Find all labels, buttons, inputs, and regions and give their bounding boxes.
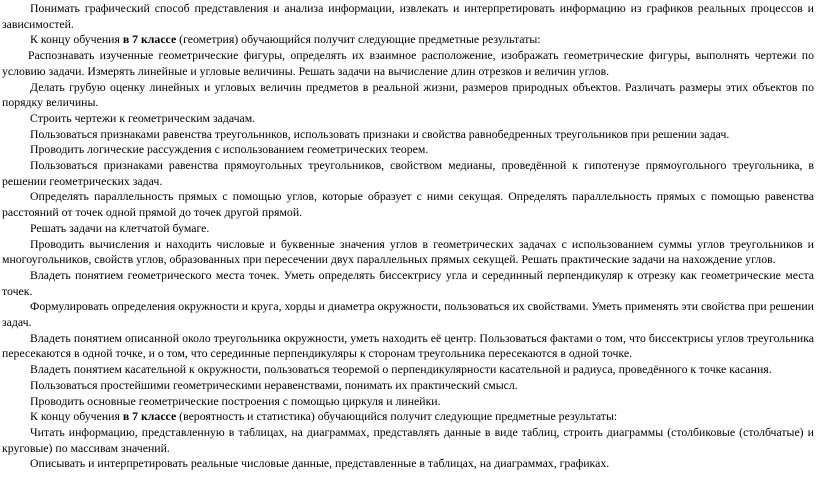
- paragraph: Владеть понятием описанной около треугольника окружности, уметь находить её центр. Пользоваться фактами о том, что биссектрисы углов треугольника пересекаются в одной точке, и о том, что серединные перпендикуляры к сторонам треугольника пересекаются в одной точке.: [2, 330, 814, 361]
- paragraph: Пользоваться признаками равенства прямоугольных треугольников, свойством медианы, проведённой к гипотенузе прямоугольного треугольника, в решении геометрических задач.: [2, 158, 814, 188]
- grade-emphasis: в 7 классе: [122, 32, 177, 47]
- paragraph: Распознавать изученные геометрические фигуры, определять их взаимное расположение, изображать геометрические фигуры, выполнять чертежи по условию задачи. Измерять линейные и угловые величины. Решать задачи на вычисление длин отрезков и величин углов.: [2, 48, 814, 78]
- paragraph: Строить чертежи к геометрическим задачам.: [30, 110, 256, 125]
- section-intro-probability: К концу обучения в 7 классе (вероятность и статистика) обучающийся получит следующие предметные результаты:: [30, 409, 618, 424]
- paragraph: Описывать и интерпретировать реальные числовые данные, представленные в таблицах, на диаграммах, графиках.: [30, 456, 610, 471]
- paragraph: Пользоваться признаками равенства треугольников, использовать признаки и свойства равнобедренных треугольников при решении задач.: [30, 126, 730, 141]
- paragraph: Владеть понятием геометрического места точек. Уметь определять биссектрису угла и серединный перпендикуляр к отрезку как геометрические места точек.: [2, 267, 814, 298]
- paragraph: Проводить вычисления и находить числовые и буквенные значения углов в геометрических задачах с использованием суммы углов треугольников и многоугольников, свойств углов, образованных при пересечении двух параллельных прямых секущей. Решать практические задачи на нахождение углов.: [2, 236, 814, 267]
- paragraph: Проводить основные геометрические построения с помощью циркуля и линейки.: [30, 393, 441, 408]
- paragraph: Читать информацию, представленную в таблицах, на диаграммах, представлять данные в виде таблиц, строить диаграммы (столбиковые (столбчатые) и круговые) по массивам значений.: [2, 424, 814, 455]
- paragraph: Проводить логические рассуждения с использованием геометрических теорем.: [30, 142, 429, 157]
- paragraph: Делать грубую оценку линейных и угловых величин предметов в реальной жизни, размеров природных объектов. Различать размеры этих объектов по порядку величины.: [2, 79, 814, 110]
- paragraph: Формулировать определения окружности и круга, хорды и диаметра окружности, пользоваться их свойствами. Уметь применять эти свойства при решении задач.: [2, 299, 814, 330]
- paragraph: Понимать графический способ представления и анализа информации, извлекать и интерпретировать информацию из графиков реальных процессов и зависимостей.: [2, 1, 814, 31]
- paragraph: Пользоваться простейшими геометрическими неравенствами, понимать их практический смысл.: [30, 377, 518, 392]
- section-intro-geometry: К концу обучения в 7 классе (геометрия) обучающийся получит следующие предметные результаты:: [30, 32, 541, 47]
- grade-emphasis: в 7 классе: [122, 409, 177, 424]
- document-body: [2, 1, 814, 472]
- paragraph: Определять параллельность прямых с помощью углов, которые образует с ними секущая. Определять параллельность прямых с помощью равенства расстояний от точек одной прямой до точек другой прямой.: [2, 189, 814, 220]
- paragraph: Владеть понятием касательной к окружности, пользоваться теоремой о перпендикулярности касательной и радиуса, проведённого к точке касания.: [30, 362, 772, 377]
- paragraph: Решать задачи на клетчатой бумаге.: [30, 220, 210, 235]
